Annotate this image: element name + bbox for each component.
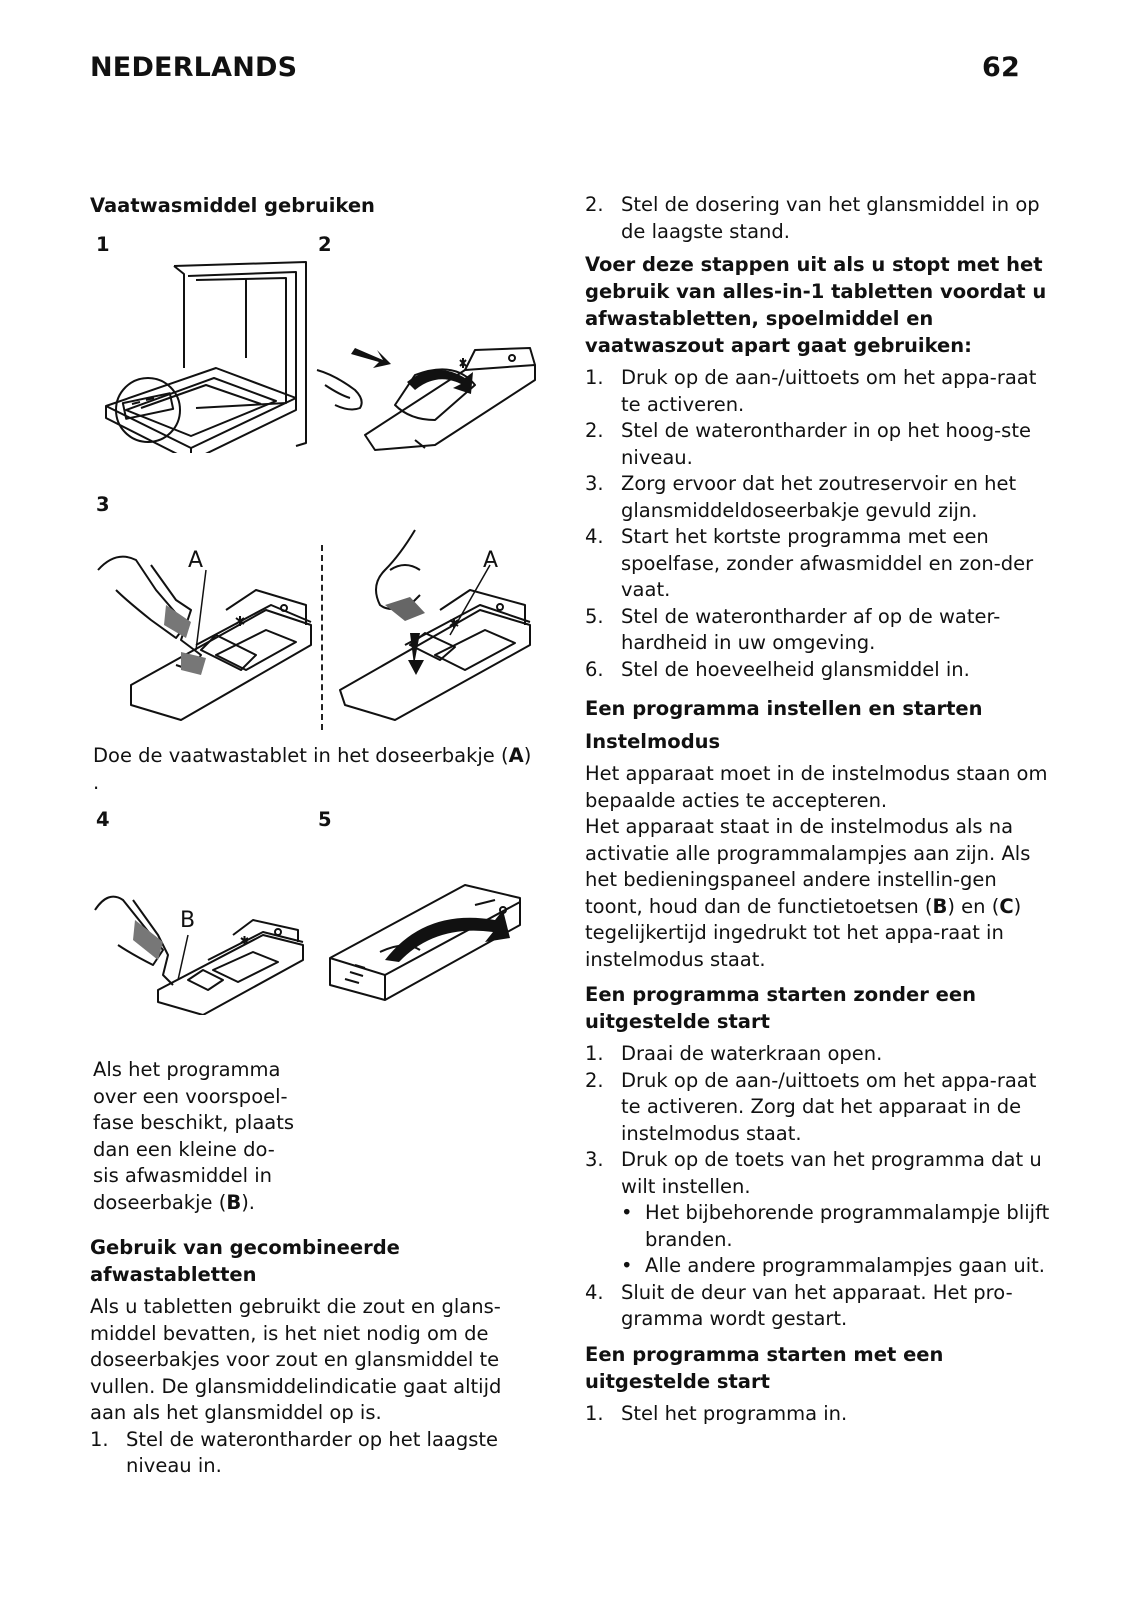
page-number: 62	[982, 52, 1020, 83]
figure-divider	[321, 545, 323, 730]
list-item: • Alle andere programmalampjes gaan uit.	[621, 1254, 1045, 1277]
list-item: 4. Sluit de deur van het apparaat. Het pro-gramma wordt gestart.	[585, 1280, 1013, 1330]
right-column	[585, 192, 1055, 1427]
mode-heading: Instelmodus	[585, 730, 721, 753]
figure-4-caption: Als het programma over een voorspoel- fase beschikt, plaats dan een kleine do- sis afwasmiddel in doseerbakje (B).	[93, 1058, 295, 1214]
figure-2-dispenser-lid	[315, 330, 540, 455]
nodelay-steps	[585, 1041, 1055, 1200]
figure-3-caption: Doe de vaatwastablet in het doseerbakje (A) .	[93, 744, 532, 794]
stop-heading: Voer deze stappen uit als u stopt met het gebruik van alles-in-1 tabletten voordat u afwastabletten, spoelmiddel en vaatwaszout apart gaat gebruiken:	[585, 253, 1047, 357]
delay-heading: Een programma starten met een uitgestelde start	[585, 1342, 944, 1393]
mode-text-1: Het apparaat moet in de instelmodus staan om bepaalde acties te accepteren.	[585, 762, 1048, 812]
mode-text-2: Het apparaat staat in de instelmodus als na activatie alle programmalampjes aan zijn. Als het bedieningspaneel andere instellin-gen toont, houd dan de functietoetsen (B) en (C) tegelijkertijd ingedrukt tot het appa-raat in instelmodus staat.	[585, 815, 1031, 971]
figure-1-dishwasher	[96, 258, 311, 453]
list-item: 1. Draai de waterkraan open.	[585, 1042, 883, 1065]
list-item: 1. Stel het programma in.	[585, 1401, 848, 1425]
combined-heading: Gebruik van gecombineerde afwastabletten	[90, 1236, 400, 1286]
list-item: 3. Druk op de toets van het programma dat u wilt instellen.	[585, 1148, 1042, 1198]
list-item: 1. Druk op de aan-/uittoets om het appa-raat te activeren.	[585, 366, 1037, 416]
nodelay-heading: Een programma starten zonder een uitgestelde start	[585, 983, 976, 1033]
callout-a-left: A	[188, 548, 204, 573]
figure-label-1: 1	[96, 233, 110, 256]
combined-steps	[90, 1427, 530, 1480]
figure-label-2: 2	[318, 233, 332, 256]
figure-3a-tablet-insert	[96, 530, 316, 730]
list-item: • Het bijbehorende programmalampje blijft branden.	[621, 1201, 1050, 1251]
combined-text: Als u tabletten gebruikt die zout en glans-middel bevatten, is het niet nodig om de doseerbakjes voor zout en glansmiddel te vullen. De glansmiddelindicatie gaat altijd aan als het glansmiddel op is.	[90, 1295, 502, 1424]
section-title-detergent: Vaatwasmiddel gebruiken	[90, 194, 375, 217]
figure-label-4: 4	[96, 808, 110, 831]
list-item: 2. Stel de dosering van het glansmiddel in op de laagste stand.	[585, 193, 1040, 243]
figure-label-3: 3	[96, 493, 110, 516]
section-combined-tablets	[90, 1234, 530, 1480]
combined-steps-continued	[585, 192, 1055, 245]
list-item: 5. Stel de waterontharder af op de water-hardheid in uw omgeving.	[585, 604, 1001, 654]
figure-label-5: 5	[318, 808, 332, 831]
nodelay-steps-continued	[585, 1280, 1055, 1333]
program-heading: Een programma instellen en starten	[585, 697, 983, 720]
callout-a-right: A	[483, 548, 499, 573]
list-item: 2. Stel de waterontharder in op het hoog-ste niveau.	[585, 419, 1031, 469]
section-language: NEDERLANDS	[90, 52, 298, 83]
delay-steps	[585, 1401, 1055, 1428]
nodelay-bullets	[585, 1200, 1055, 1280]
callout-b: B	[180, 908, 196, 933]
list-item: 6. Stel de hoeveelheid glansmiddel in.	[585, 657, 970, 681]
list-item: 4. Start het kortste programma met een spoelfase, zonder afwasmiddel en zon-der vaat.	[585, 525, 1034, 601]
figure-4-prewash-detergent	[93, 880, 308, 1015]
stop-steps	[585, 365, 1055, 683]
figure-5-close-lid	[325, 880, 525, 1015]
figure-3b-tablet-insert	[330, 525, 540, 725]
list-item: 2. Druk op de aan-/uittoets om het appa-raat te activeren. Zorg dat het apparaat in de instelmodus staat.	[585, 1068, 1037, 1145]
list-item: 3. Zorg ervoor dat het zoutreservoir en het glansmiddeldoseerbakje gevuld zijn.	[585, 472, 1017, 522]
list-item: 1. Stel de waterontharder op het laagste niveau in.	[90, 1427, 499, 1477]
